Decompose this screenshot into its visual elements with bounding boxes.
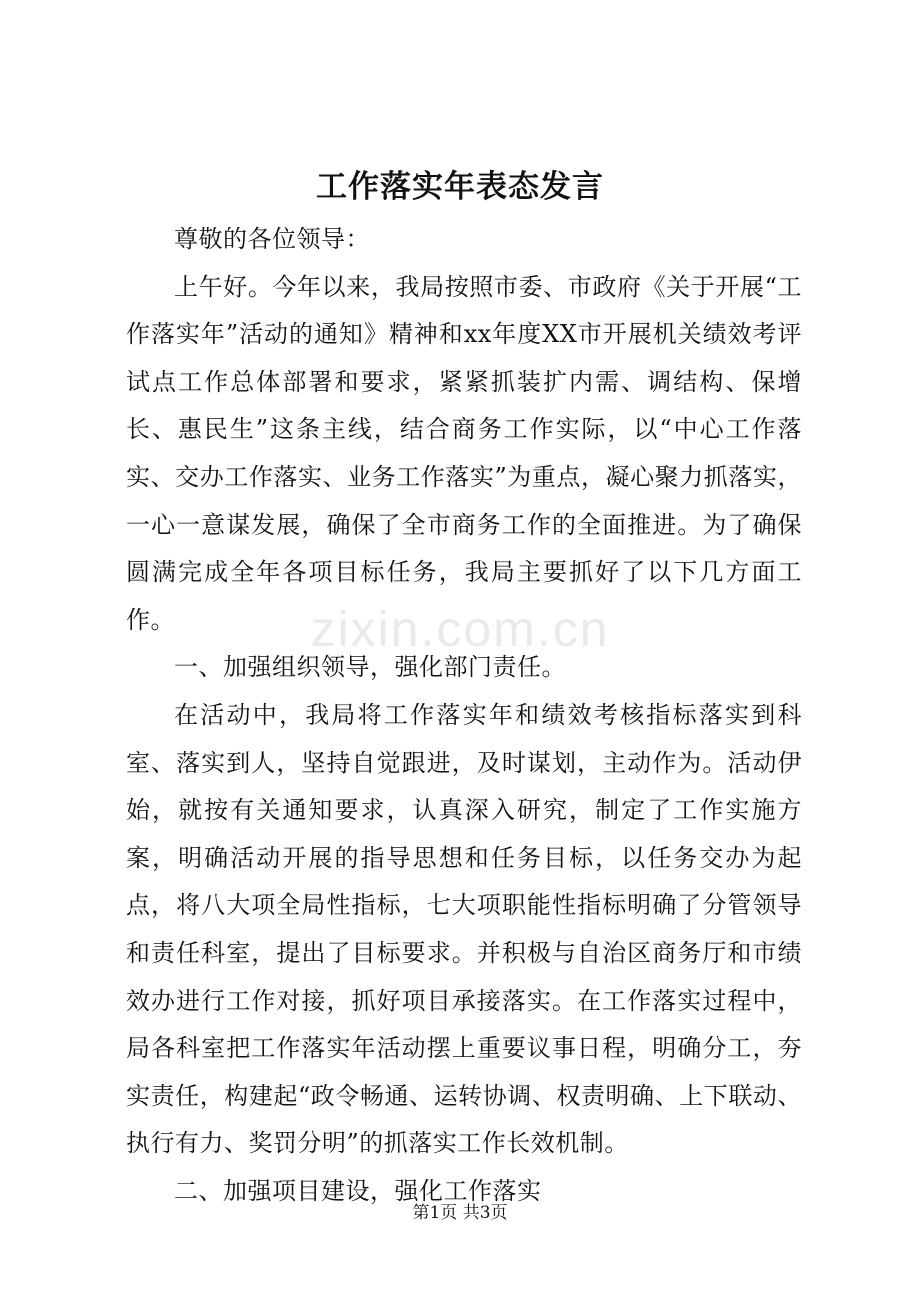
page-footer: 第1页 共3页 — [412, 1203, 508, 1223]
document-title: 工作落实年表态发言 — [316, 169, 604, 205]
salutation-paragraph: 尊敬的各位领导： — [174, 225, 370, 253]
section-heading-1: 一、加强组织领导，强化部门责任。 — [174, 653, 566, 682]
watermark: zixin.com.cn — [310, 601, 610, 657]
section-heading-2: 二、加强项目建设，强化工作落实 — [174, 1176, 542, 1205]
section-1-paragraph: 在活动中，我局将工作落实年和绩效考核指标落实到科室、落实到人，坚持自觉跟进，及时谋划，主动作为。活动伊始，就按有关通知要求，认真深入研究，制定了工作实施方案，明确活动开展的指导思想和任务目标，以任务交办为起点，将八大项全局性指标，七大项职能性指标明确了分管领导和责任科室，提出了目标要求。并积极与自治区商务厅和市绩效办进行工作对接，抓好项目承接落实。在工作落实过程中，局各科室把工作落实年活动摆上重要议事日程，明确分工，夯实责任，构建起“政令畅通、运转协调、权责明确、上下联动、执行有力、奖罚分明”的抓落实工作长效机制。 — [126, 700, 802, 1158]
document-body — [126, 216, 802, 1215]
intro-paragraph: 上午好。今年以来，我局按照市委、市政府《关于开展“工作落实年”活动的通知》精神和xx年度XX市开展机关绩效考评试点工作总体部署和要求，紧紧抓装扩内需、调结构、保增长、惠民生”这条主线，结合商务工作实际，以“中心工作落实、交办工作落实、业务工作落实”为重点，凝心聚力抓落实，一心一意谋发展，确保了全市商务工作的全面推进。为了确保圆满完成全年各项目标任务，我局主要抓好了以下几方面工作。 — [126, 272, 802, 634]
